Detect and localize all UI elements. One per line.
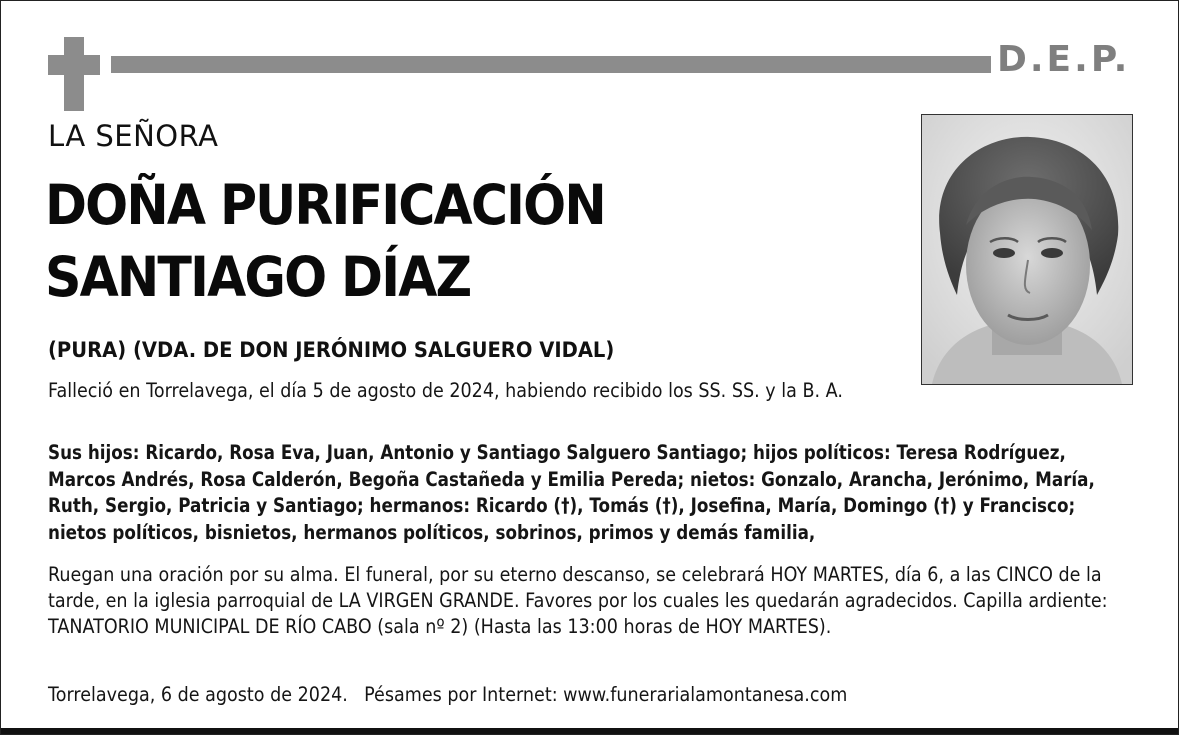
family-list-text: Sus hijos: Ricardo, Rosa Eva, Juan, Antonio y Santiago Salguero Santiago; hijos políticos: Teresa Rodríguez, Marcos Andrés, Rosa Calderón, Begoña Castañeda y Emilia Pereda; nietos: Gonzalo, Arancha, Jerónimo, María, Ruth, Sergio, Patricia y Santiago; hermanos: Ricardo (†), Tomás (†), Josefina, María, Domingo (†) y Francisco; nietos políticos, bisnietos, hermanos políticos, sobrinos, primos y demás familia, — [48, 441, 1095, 544]
condolences-link[interactable]: Pésames por Internet: www.funerarialamontanesa.com — [364, 683, 848, 706]
name-line-2: SANTIAGO DÍAZ — [45, 245, 471, 309]
deceased-alias: (PURA) (VDA. DE DON JERÓNIMO SALGUERO VIDAL) — [48, 338, 615, 362]
honorific-title: LA SEÑORA — [48, 119, 219, 153]
name-line-1: DOÑA PURIFICACIÓN — [45, 173, 605, 237]
funeral-details-text: Ruegan una oración por su alma. El funeral, por su eterno descanso, se celebrará HOY MARTES, día 6, a las CINCO de la tarde, en la iglesia parroquial de LA VIRGEN GRANDE. Favores por los cuales les quedarán agradecidos. Capilla ardiente: TANATORIO MUNICIPAL DE RÍO CABO (sala nº 2) (Hasta las 13:00 horas de HOY MARTES). — [48, 563, 1108, 638]
death-notice-text: Falleció en Torrelavega, el día 5 de agosto de 2024, habiendo recibido los SS. SS. y la B. A. — [48, 379, 843, 402]
portrait-photo — [921, 114, 1133, 385]
footer-line — [48, 682, 1038, 708]
portrait-image — [922, 115, 1132, 384]
deceased-name — [45, 169, 605, 313]
dep-label: D.E.P. — [997, 39, 1131, 80]
header-rule — [111, 56, 991, 73]
place-date: Torrelavega, 6 de agosto de 2024. — [48, 683, 348, 706]
cross-icon — [48, 37, 100, 111]
bottom-border — [1, 728, 1178, 734]
